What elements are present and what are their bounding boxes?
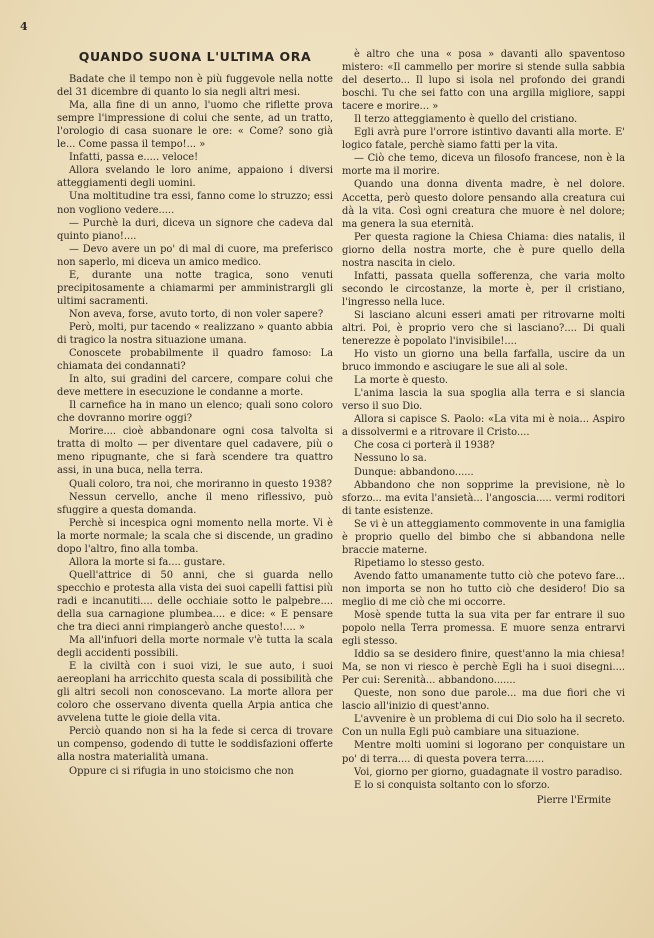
paragraph: Si lasciano alcuni esseri amati per ritrovarne molti altri. Poi, è proprio vero che si lasciano?.... Di quali tenerezze è popolato l'invisibile!.... — [342, 309, 625, 348]
paragraph: Che cosa ci porterà il 1938? — [354, 440, 495, 452]
paragraph: Per questa ragione la Chiesa Chiama: dies natalis, il giorno della nostra morte, che è pure quello della nostra nascita in cielo. — [342, 231, 625, 269]
paragraph: Ho visto un giorno una bella farfalla, uscire da un bruco immondo e asciugare le sue ali al sole. — [342, 349, 625, 374]
paragraph: Queste, non sono due parole... ma due fiori che vi lascio all'inizio di quest'anno. — [342, 688, 625, 713]
paragraph: L'anima lascia la sua spoglia alla terra e si slancia verso il suo Dio. — [342, 388, 625, 413]
paragraph: Abbandono che non sopprime la previsione, nè lo sforzo... ma evita l'ansietà... l'angoscia..... vermi roditori di tante esistenze. — [342, 479, 625, 517]
paragraph: Quell'attrice di 50 anni, che si guarda nello specchio e protesta alla vista dei suoi capelli fattisi più radi e incanutiti.... delle occhiaie sotto le palpebre.... della sua carnagione plumbea.... e dice: « E pensare che tra dieci anni rimpiangerò anche questo!.... » — [57, 569, 333, 634]
left-column — [57, 50, 333, 778]
paragraph: Infatti, passata quella sofferenza, che varia molto secondo le circostanze, la morte è, per il cristiano, l'ingresso nella luce. — [342, 270, 625, 308]
paragraph: E la civiltà con i suoi vizi, le sue auto, i suoi aereoplani ha arricchito questa scala di possibilità che gli altri secoli non conoscevano. La morte allora per coloro che osservano diventa quella Arpia antica che avvelena tutte le gioie della vita. — [57, 661, 333, 725]
paragraph: Quali coloro, tra noi, che moriranno in questo 1938? — [69, 478, 332, 490]
paragraph: Iddio sa se desidero finire, quest'anno la mia chiesa! Ma, se non vi riesco è perchè Egli ha i suoi disegni.... Per cui: Serenità... abbandono....... — [342, 649, 625, 687]
paragraph: Avendo fatto umanamente tutto ciò che potevo fare... non importa se non ho tutto ciò che desidero! Dio sa meglio di me ciò che mi occorre. — [342, 570, 625, 608]
paragraph: Mentre molti uomini si logorano per conquistare un po' di terra.... di questa povera terra...... — [342, 740, 625, 765]
paragraph: Il carnefice ha in mano un elenco; quali sono coloro che dovranno morire oggi? — [57, 400, 333, 425]
paragraph: — Purchè la duri, diceva un signore che cadeva dal quinto piano!.... — [57, 217, 333, 242]
paragraph: E, durante una notte tragica, sono venuti precipitosamente a chiamarmi per amministrargli gli ultimi sacramenti. — [57, 269, 333, 307]
paragraph: Egli avrà pure l'orrore istintivo davanti alla morte. E' logico fatale, perchè siamo fatti per la vita. — [342, 127, 625, 152]
paragraph: Il terzo atteggiamento è quello del cristiano. — [354, 114, 578, 126]
left-paragraphs — [57, 73, 333, 778]
paragraph: Non aveva, forse, avuto torto, di non voler sapere? — [69, 308, 324, 320]
paragraph: Infatti, passa e..... veloce! — [69, 152, 199, 164]
paragraph: Voi, giorno per giorno, guadagnate il vostro paradiso. — [354, 766, 623, 778]
paragraph: Mosè spende tutta la sua vita per far entrare il suo popolo nella Terra promessa. E muore senza entrarvi egli stesso. — [342, 610, 625, 648]
paragraph: Conoscete probabilmente il quadro famoso: La chiamata dei condannati? — [57, 348, 333, 373]
paragraph: Allora si capisce S. Paolo: «La vita mi è noia... Aspiro a dissolvermi e a ritrovare il Cristo.... — [342, 414, 625, 439]
paragraph: Dunque: abbandono...... — [354, 466, 474, 478]
paragraph: Perchè si incespica ogni momento nella morte. Vi è la morte normale; la scala che si discende, un gradino dopo l'altro, fino alla tomba. — [57, 517, 333, 555]
paragraph: Allora svelando le loro anime, appaiono i diversi atteggiamenti degli uomini. — [57, 165, 333, 190]
paragraph: Ma, alla fine di un anno, l'uomo che riflette prova sempre l'impressione di colui che sente, ad un tratto, l'orologio di casa suonare le ore: « Come? sono già le... Come passa il tempo!... » — [57, 100, 333, 151]
paragraph: Una moltitudine tra essi, fanno come lo struzzo; essi non vogliono vedere..... — [57, 191, 333, 216]
paragraph: — Ciò che temo, diceva un filosofo francese, non è la morte ma il morire. — [342, 153, 625, 178]
paragraph: Nessun cervello, anche il meno riflessivo, può sfuggire a questa domanda. — [57, 491, 333, 516]
paragraph: In alto, sui gradini del carcere, compare colui che deve mettere in esecuzione le condanne a morte. — [57, 374, 333, 399]
paragraph: Badate che il tempo non è più fuggevole nella notte del 31 dicembre di quanto lo sia negli altri mesi. — [57, 74, 333, 99]
paragraph: — Devo avere un po' di mal di cuore, ma preferisco non saperlo, mi diceva un amico medico. — [57, 243, 333, 268]
paragraph: L'avvenire è un problema di cui Dio solo ha il secreto. Con un nulla Egli può cambiare una situazione. — [342, 714, 625, 739]
article-title: QUANDO SUONA L'ULTIMA ORA — [78, 49, 312, 64]
paragraph: Ripetiamo lo stesso gesto. — [354, 557, 485, 569]
paragraph: Allora la morte si fa.... gustare. — [69, 556, 226, 568]
paragraph: Se vi è un atteggiamento commovente in una famiglia è proprio quello del bimbo che si abbandona nelle braccie materne. — [342, 518, 625, 556]
paragraph: Oppure ci si rifugia in uno stoicismo che non — [69, 765, 294, 777]
paragraph: Però, molti, pur tacendo « realizzano » quanto abbia di tragico la nostra situazione umana. — [57, 321, 333, 346]
right-column — [342, 48, 625, 807]
paragraph: Morire.... cioè abbandonare ogni cosa talvolta si tratta di molto — per diventare quel cadavere, più o meno ripugnante, che si farà scendere tra quattro assi, in una buca, nella terra. — [57, 426, 333, 477]
paragraph: E lo si conquista soltanto con lo sforzo. — [354, 779, 550, 791]
paragraph: Ma all'infuori della morte normale v'è tutta la scala degli accidenti possibili. — [57, 635, 333, 660]
page-number: 4 — [20, 20, 28, 33]
right-paragraphs — [342, 48, 625, 792]
paragraph: Perciò quando non si ha la fede si cerca di trovare un compenso, godendo di tutte le soddisfazioni offerte alla nostra materialità umana. — [57, 726, 333, 764]
paragraph: Nessuno lo sa. — [354, 453, 427, 465]
paragraph: La morte è questo. — [354, 375, 449, 387]
paragraph: Quando una donna diventa madre, è nel dolore. Accetta, però questo dolore pensando alla creatura cui dà la vita. Così ogni creatura che muore è nel dolore; ma genera la sua eternità. — [342, 179, 625, 230]
author-signature: Pierre l'Ermite — [536, 794, 611, 806]
paragraph: è altro che una « posa » davanti allo spaventoso mistero: «Il cammello per morire si stende sulla sabbia del deserto... Il lupo si isola nel profondo dei grandi boschi. Tu che sei fatto con una argilla migliore, sappi tacere e morire... » — [342, 49, 625, 113]
